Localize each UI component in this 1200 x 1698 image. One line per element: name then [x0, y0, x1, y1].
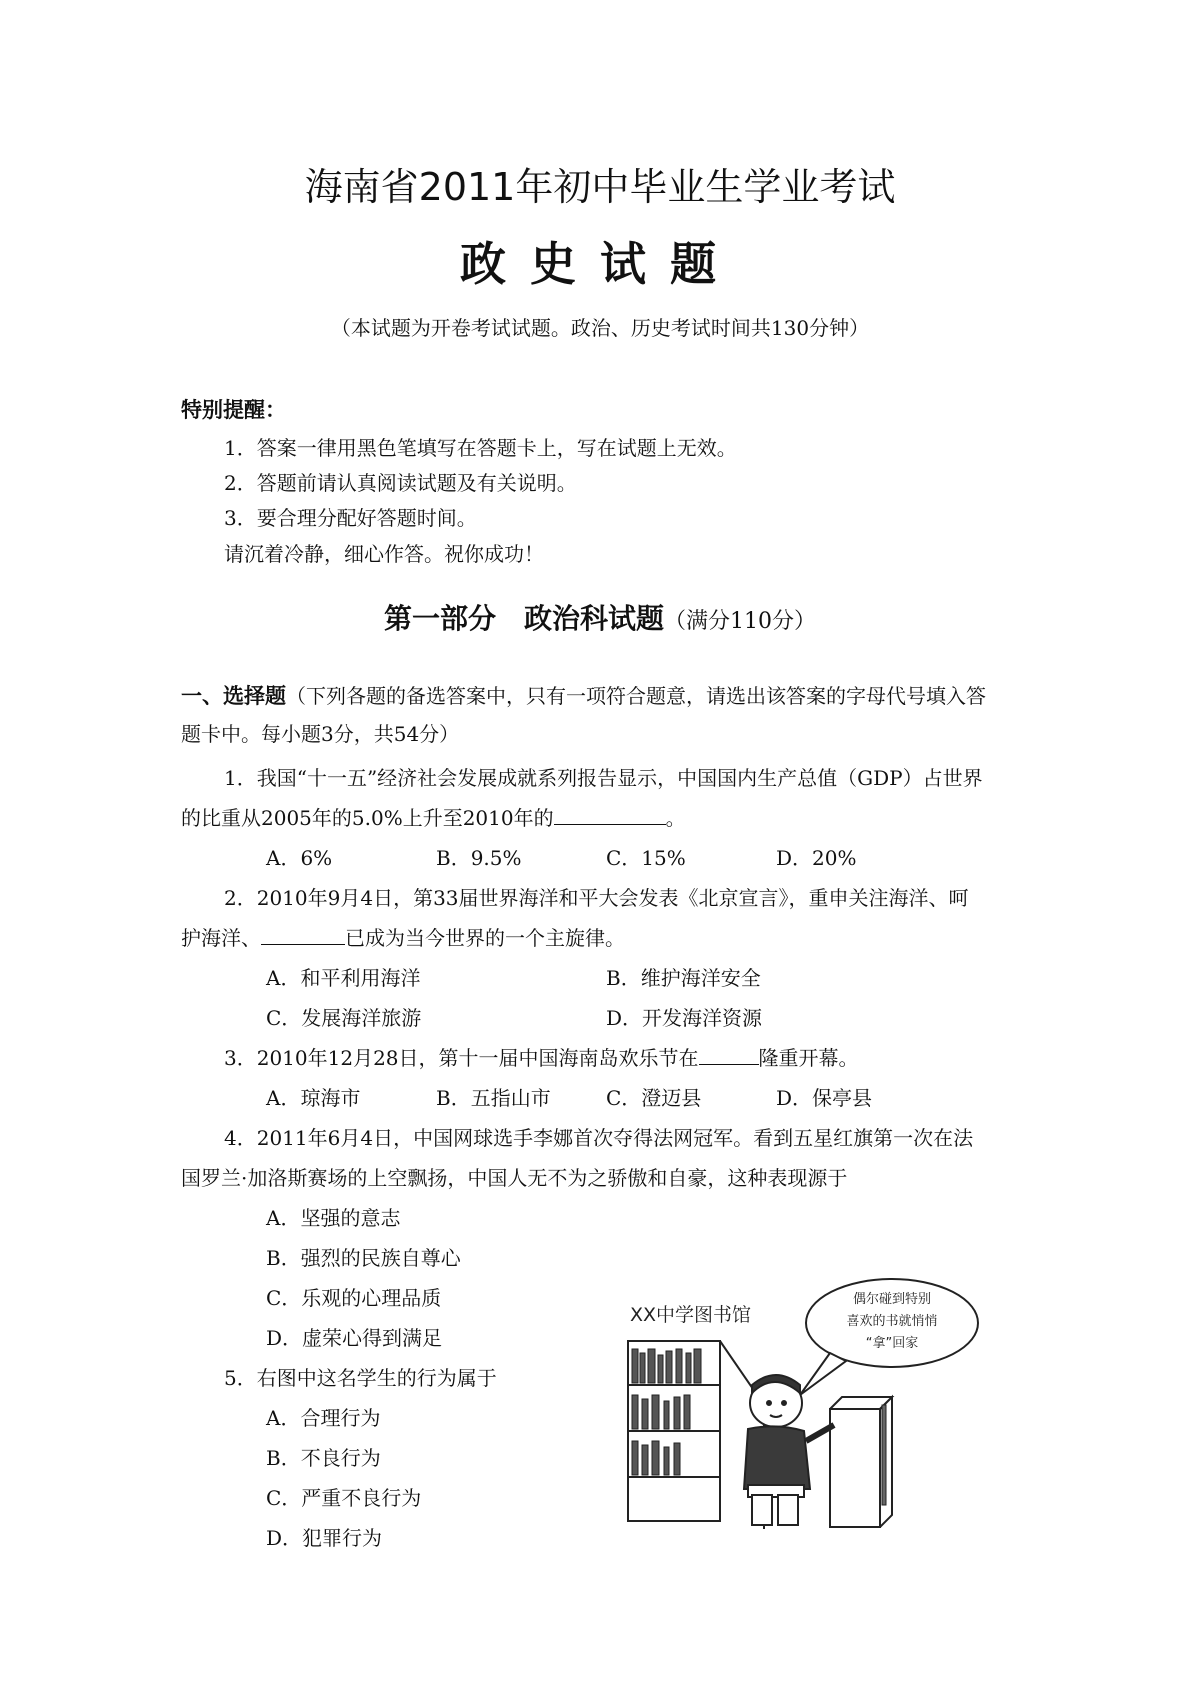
left-bookshelf — [628, 1341, 764, 1529]
q1-option-d: D．20% — [776, 846, 857, 870]
cartoon-drawing — [624, 1275, 984, 1529]
q3-line1-after: 隆重开幕。 — [758, 1046, 859, 1070]
q3-line1 — [224, 1042, 859, 1071]
reminder-item-2: 2．答题前请认真阅读试题及有关说明。 — [224, 471, 577, 495]
q2-option-d: D．开发海洋资源 — [606, 1006, 763, 1030]
q1-line2-after: 。 — [665, 806, 686, 830]
q3-option-b: B．五指山市 — [436, 1086, 551, 1110]
q4-line2: 国罗兰·加洛斯赛场的上空飘扬，中国人无不为之骄傲和自豪，这种表现源于 — [181, 1166, 848, 1190]
q3-option-a: A．琼海市 — [266, 1086, 361, 1110]
q2-option-c: C．发展海洋旅游 — [266, 1006, 422, 1030]
q2-blank — [261, 926, 345, 945]
bubble-text-2: 喜欢的书就悄悄 — [846, 1314, 938, 1329]
q2-line1: 2．2010年9月4日，第33届世界海洋和平大会发表《北京宣言》，重申关注海洋、呵 — [224, 886, 969, 910]
q4-option-d: D．虚荣心得到满足 — [266, 1326, 443, 1350]
q3-line1-before: 3．2010年12月28日，第十一届中国海南岛欢乐节在 — [224, 1046, 699, 1070]
q1-line2 — [181, 802, 686, 831]
q4-option-b: B．强烈的民族自尊心 — [266, 1246, 461, 1270]
q1-line2-before: 的比重从2005年的5.0%上升至2010年的 — [181, 806, 554, 830]
q1-line1: 1．我国“十一五”经济社会发展成就系列报告显示，中国国内生产总值（GDP）占世界 — [224, 766, 983, 790]
q5-line1: 5．右图中这名学生的行为属于 — [224, 1366, 497, 1390]
q2-line2 — [181, 922, 625, 951]
exam-subject: 政史试题 — [460, 237, 740, 291]
q2-line2-before: 护海洋、 — [181, 926, 261, 950]
exam-note: （本试题为开卷考试试题。政治、历史考试时间共130分钟） — [330, 316, 870, 340]
q3-option-d: D．保亭县 — [776, 1086, 873, 1110]
q3-blank — [699, 1046, 759, 1065]
q4-option-c: C．乐观的心理品质 — [266, 1286, 442, 1310]
q1-option-b: B．9.5% — [436, 846, 522, 870]
bubble-text-3: “拿”回家 — [865, 1336, 919, 1351]
q3-option-c: C．澄迈县 — [606, 1086, 702, 1110]
part1-score: （满分110分） — [664, 609, 816, 634]
reminder-item-1: 1．答案一律用黑色笔填写在答题卡上，写在试题上无效。 — [224, 436, 737, 460]
q4-option-a: A．坚强的意志 — [266, 1206, 401, 1230]
part1-name: 第一部分 政治科试题 — [383, 602, 664, 635]
q5-option-d: D．犯罪行为 — [266, 1526, 383, 1550]
q1-option-a: A．6% — [266, 846, 333, 870]
q2-option-b: B．维护海洋安全 — [606, 966, 761, 990]
section1-instructions-text: （下列各题的备选答案中，只有一项符合题意，请选出该答案的字母代号填入答 — [286, 684, 986, 708]
q5-option-a: A．合理行为 — [266, 1406, 381, 1430]
exam-title: 海南省2011年初中毕业生学业考试 — [304, 165, 896, 209]
library-cartoon — [624, 1275, 984, 1529]
reminder-closing: 请沉着冷静，细心作答。祝你成功！ — [224, 542, 544, 566]
part1-title — [0, 597, 1200, 637]
q1-blank — [554, 806, 666, 825]
q5-option-c: C．严重不良行为 — [266, 1486, 422, 1510]
q5-option-b: B．不良行为 — [266, 1446, 381, 1470]
reminder-heading: 特别提醒： — [181, 398, 286, 422]
bubble-text-1: 偶尔碰到特别 — [852, 1292, 932, 1307]
section1-heading: 一、选择题 — [181, 684, 286, 708]
right-bookshelf — [830, 1397, 892, 1527]
section1-instructions — [181, 680, 986, 710]
reminder-item-3: 3．要合理分配好答题时间。 — [224, 506, 477, 530]
q2-line2-after: 已成为当今世界的一个主旋律。 — [345, 926, 625, 950]
library-sign: XX中学图书馆 — [630, 1304, 752, 1326]
speech-bubble-tail — [800, 1353, 846, 1395]
q1-option-c: C．15% — [606, 846, 686, 870]
q4-line1: 4．2011年6月4日，中国网球选手李娜首次夺得法网冠军。看到五星红旗第一次在法 — [224, 1126, 974, 1150]
section1-instructions-2: 题卡中。每小题3分，共54分） — [181, 722, 460, 746]
q2-option-a: A．和平利用海洋 — [266, 966, 421, 990]
student-figure — [744, 1375, 834, 1525]
